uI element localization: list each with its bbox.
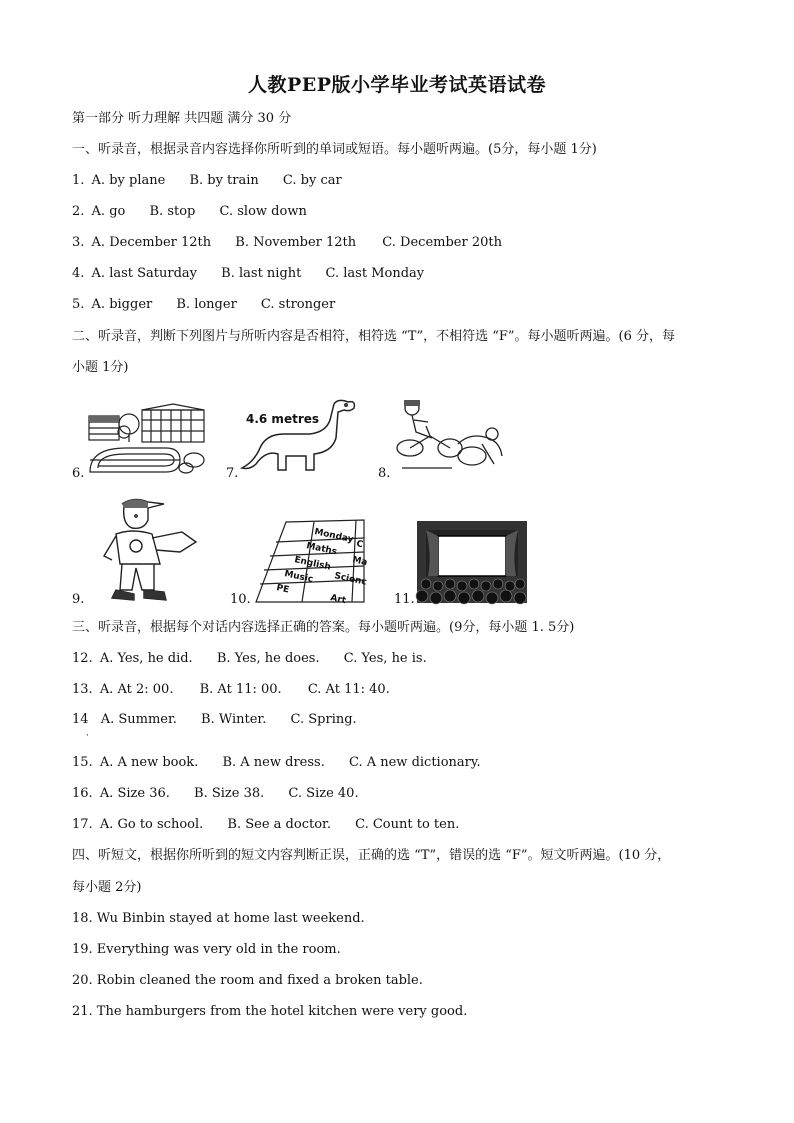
timetable-cell-monday: Monday (313, 527, 355, 546)
statement-20: 20. Robin cleaned the room and fixed a broken table. (72, 973, 423, 988)
option-c: C. Spring. (290, 712, 357, 727)
question-4: 4. A. last Saturday B. last night C. last Monday (72, 266, 425, 281)
option-b: B. last night (221, 266, 302, 281)
dinosaur-icon (240, 390, 360, 475)
section2-instruction-line1: 二、听录音，判断下列图片与所听内容是否相符，相符选 “T”，不相符选 “F”。每小题听两遍。(6 分，每 (72, 329, 676, 344)
option-b: B. November 12th (235, 235, 357, 250)
option-a: A. Go to school. (99, 817, 204, 832)
timetable-cell-ma: Ma (351, 555, 369, 569)
picture-11-label: 11. (394, 592, 415, 607)
cinema-screen-icon (416, 520, 528, 604)
option-c: C. Yes, he is. (343, 651, 427, 666)
picture-6-label: 6. (72, 466, 85, 481)
question-13: 13. A. At 2: 00. B. At 11: 00. C. At 11: 40. (72, 682, 390, 697)
timetable-cell-english: English (293, 555, 332, 573)
timetable-cell-c: C (355, 539, 364, 551)
option-a: A. December 12th (91, 235, 212, 250)
option-c: C. A new dictionary. (348, 755, 481, 770)
picture-8-label: 8. (378, 466, 391, 481)
question-14: 14 A. Summer. B. Winter. C. Spring. (72, 712, 357, 727)
question-15: 15. A. A new book. B. A new dress. C. A new dictionary. (72, 755, 481, 770)
statement-19: 19. Everything was very old in the room. (72, 942, 341, 957)
timetable-cell-pe: PE (275, 583, 290, 596)
option-b: B. Size 38. (194, 786, 265, 801)
option-c: C. last Monday (325, 266, 425, 281)
timetable-icon (256, 516, 369, 607)
option-a: A. bigger (91, 297, 153, 312)
picture-9-label: 9. (72, 592, 85, 607)
option-b: B. A new dress. (222, 755, 325, 770)
section4-instruction-line1: 四、听短文，根据你所听到的短文内容判断正误，正确的选 “T”，错误的选 “F”。短文听两遍。(10 分， (72, 848, 671, 863)
option-c: C. stronger (260, 297, 336, 312)
question-5: 5. A. bigger B. longer C. stronger (72, 297, 336, 312)
section4-instruction-line2: 每小题 2分) (72, 880, 142, 895)
option-c: C. Size 40. (288, 786, 359, 801)
timetable-cell-maths: Maths (305, 541, 338, 558)
picture-7-label: 7. (226, 466, 239, 481)
option-a: A. A new book. (99, 755, 199, 770)
option-c: C. December 20th (382, 235, 502, 250)
option-a: A. Yes, he did. (99, 651, 193, 666)
timetable-cell-art: Art (329, 593, 347, 607)
picture-10-label: 10. (230, 592, 251, 607)
question-16: 16. A. Size 36. B. Size 38. C. Size 40. (72, 786, 359, 801)
stray-dot: · (86, 731, 89, 741)
section3-instruction: 三、听录音，根据每个对话内容选择正确的答案。每小题听两遍。(9分，每小题 1. 5分) (72, 620, 575, 635)
school-campus-icon (86, 402, 206, 476)
section1-instruction: 一、听录音，根据录音内容选择你所听到的单词或短语。每小题听两遍。(5分，每小题 1分) (72, 142, 597, 157)
option-a: A. last Saturday (91, 266, 198, 281)
option-c: C. At 11: 40. (307, 682, 390, 697)
option-c: C. by car (282, 173, 342, 188)
option-b: B. Winter. (201, 712, 267, 727)
question-3: 3. A. December 12th B. November 12th C. December 20th (72, 235, 502, 250)
question-2: 2. A. go B. stop C. slow down (72, 204, 307, 219)
man-with-cap-icon (86, 494, 202, 604)
bicycle-accident-icon (392, 398, 508, 474)
option-b: B. At 11: 00. (199, 682, 282, 697)
statement-21: 21. The hamburgers from the hotel kitchen were very good. (72, 1004, 468, 1019)
option-c: C. slow down (219, 204, 307, 219)
option-a: A. Summer. (100, 712, 177, 727)
timetable-cell-science: Scienc (333, 571, 368, 588)
option-b: B. See a doctor. (227, 817, 331, 832)
question-12: 12. A. Yes, he did. B. Yes, he does. C. Yes, he is. (72, 651, 427, 666)
dinosaur-height-caption: 4.6 metres (246, 412, 320, 426)
question-17: 17. A. Go to school. B. See a doctor. C. Count to ten. (72, 817, 460, 832)
timetable-cell-music: Music (283, 569, 314, 585)
part1-header: 第一部分 听力理解 共四题 满分 30 分 (72, 111, 292, 126)
option-b: B. longer (176, 297, 237, 312)
option-a: A. go (91, 204, 126, 219)
option-b: B. Yes, he does. (216, 651, 320, 666)
option-a: A. by plane (91, 173, 166, 188)
section2-instruction-line2: 小题 1分) (72, 360, 129, 375)
option-c: C. Count to ten. (355, 817, 460, 832)
option-b: B. by train (189, 173, 259, 188)
question-1: 1. A. by plane B. by train C. by car (72, 173, 342, 188)
option-a: A. Size 36. (99, 786, 170, 801)
option-a: A. At 2: 00. (99, 682, 174, 697)
statement-18: 18. Wu Binbin stayed at home last weekend. (72, 911, 365, 926)
page-title: 人教PEP版小学毕业考试英语试卷 (247, 74, 547, 96)
option-b: B. stop (149, 204, 196, 219)
